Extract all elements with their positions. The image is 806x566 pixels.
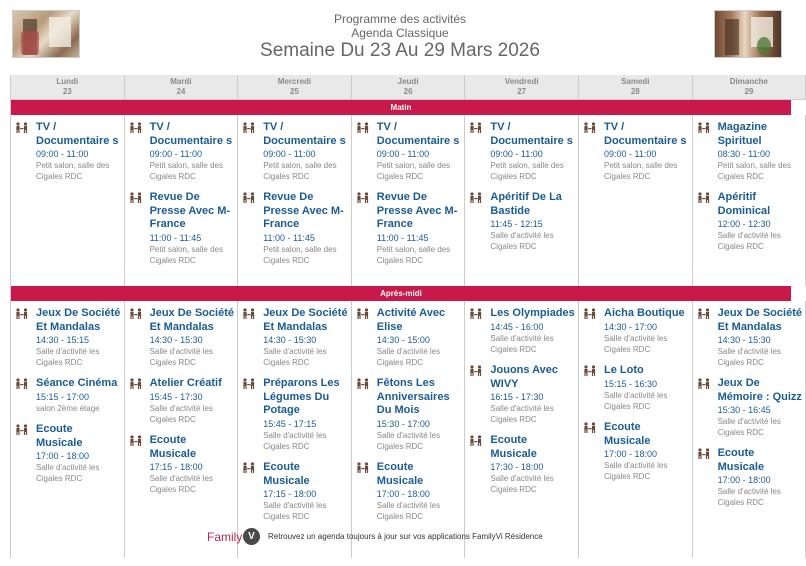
activity-item[interactable] xyxy=(356,191,462,266)
activity-name[interactable]: Magazine Spirituel xyxy=(717,121,768,147)
activity-location: Salle d'activité les Cigales RDC xyxy=(149,403,213,424)
morning-column-mercredi xyxy=(238,115,352,286)
footer-text: Retrouvez un agenda toujours à jour sur vos applications FamilyVi Résidence xyxy=(268,532,543,541)
activity-item[interactable] xyxy=(356,377,462,452)
activity-time: 15:30 - 17:00 xyxy=(376,418,430,429)
activity-item[interactable] xyxy=(129,434,235,495)
activity-time: 09:00 - 11:00 xyxy=(263,149,316,159)
activity-location: Salle d'activité les Cigales RDC xyxy=(149,347,213,367)
band-afternoon: Après-midi xyxy=(11,286,791,301)
afternoon-column-vendredi xyxy=(465,301,579,558)
activity-pictogram-icon xyxy=(129,378,143,390)
activity-time: 09:00 - 11:00 xyxy=(149,149,202,159)
activity-location: Petit salon, salle des Cigales RDC xyxy=(263,161,337,181)
activity-time: 15:45 - 17:15 xyxy=(263,418,317,429)
activity-location: Salle d'activité les Cigales RDC xyxy=(36,463,100,483)
activity-item[interactable] xyxy=(15,377,121,414)
day-number: 27 xyxy=(517,87,527,96)
activity-location: Petit salon, salle des Cigales RDC xyxy=(149,161,223,181)
activity-item[interactable] xyxy=(242,121,348,182)
activity-item[interactable] xyxy=(129,377,235,425)
activity-location: Petit salon, salle des Cigales RDC xyxy=(376,244,451,265)
day-number: 26 xyxy=(403,87,413,96)
activity-name[interactable]: Jeux De Société Et Mandalas xyxy=(149,307,234,333)
activity-location: Salle d'activité les Cigales RDC xyxy=(376,347,441,367)
activity-item[interactable] xyxy=(469,434,575,495)
activity-location: Salle d'activité les Cigales RDC xyxy=(490,404,554,424)
activity-pictogram-icon xyxy=(583,308,597,320)
activity-time: 09:00 - 11:00 xyxy=(36,149,89,159)
activity-item[interactable] xyxy=(697,307,803,368)
day-header-vendredi xyxy=(465,75,579,100)
day-name: Mercredi xyxy=(277,77,312,86)
day-number: 28 xyxy=(630,87,640,96)
activity-item[interactable] xyxy=(469,307,575,355)
activity-time: 14:30 - 15:30 xyxy=(263,335,317,345)
activity-time: 17:00 - 18:00 xyxy=(36,451,90,461)
activity-name[interactable]: Les Olympiades xyxy=(490,307,575,319)
day-name: Lundi xyxy=(56,77,79,86)
activity-name[interactable]: Ecoute Musicale xyxy=(490,434,537,460)
activity-time: 16:15 - 17:30 xyxy=(490,392,544,402)
activity-location: salon 2ème étage xyxy=(36,403,100,413)
activity-location: Salle d'activité les Cigales RDC xyxy=(717,231,781,251)
afternoon-column-mercredi xyxy=(238,301,352,558)
page-footer xyxy=(0,528,800,548)
activity-name[interactable]: Fêtons Les Anniversaires Du Mois xyxy=(376,377,450,416)
band-morning: Matin xyxy=(11,100,791,115)
day-header-jeudi xyxy=(352,75,466,100)
activity-location: Petit salon, salle des Cigales RDC xyxy=(604,161,678,181)
activity-item[interactable] xyxy=(15,423,121,484)
activity-pictogram-icon xyxy=(242,192,256,204)
activity-pictogram-icon xyxy=(242,462,256,474)
activity-name[interactable]: Séance Cinéma xyxy=(36,377,118,389)
activity-name[interactable]: TV / Documentaire s xyxy=(604,121,687,147)
familyvi-logo-badge: V xyxy=(243,528,260,545)
activity-name[interactable]: Jeux De Société Et Mandalas xyxy=(36,307,121,333)
activity-name[interactable]: Ecoute Musicale xyxy=(604,421,651,447)
activity-name[interactable]: Jeux De Mémoire : Quizz xyxy=(717,377,802,403)
activity-item[interactable] xyxy=(129,191,235,266)
activity-item[interactable] xyxy=(697,121,803,182)
activity-time: 15:45 - 17:30 xyxy=(149,391,203,402)
activity-name[interactable]: Jouons Avec WIVY xyxy=(490,364,559,390)
activity-location: Salle d'activité les Cigales RDC xyxy=(604,461,668,481)
activity-time: 11:00 - 11:45 xyxy=(149,232,202,243)
activity-pictogram-icon xyxy=(697,122,711,134)
activity-time: 17:00 - 18:00 xyxy=(604,449,658,459)
activity-name[interactable]: Ecoute Musicale xyxy=(263,461,310,487)
activity-pictogram-icon xyxy=(242,122,256,134)
day-name: Vendredi xyxy=(504,77,539,86)
activity-time: 17:15 - 18:00 xyxy=(149,462,203,472)
activity-location: Salle d'activité les Cigales RDC xyxy=(604,333,668,354)
activity-time: 15:30 - 16:45 xyxy=(717,405,771,415)
activity-item[interactable] xyxy=(469,191,575,252)
activity-pictogram-icon xyxy=(469,308,483,320)
activity-name[interactable]: Apéritif Dominical xyxy=(717,191,771,217)
activity-pictogram-icon xyxy=(469,365,483,377)
activity-pictogram-icon xyxy=(129,192,143,204)
activity-pictogram-icon xyxy=(15,122,29,134)
activity-item[interactable] xyxy=(15,121,121,182)
activity-pictogram-icon xyxy=(129,435,143,447)
day-header-dimanche xyxy=(693,75,806,100)
day-name: Jeudi xyxy=(397,77,419,86)
activity-item[interactable] xyxy=(469,364,575,425)
activity-location: Salle d'activité les Cigales RDC xyxy=(263,501,327,521)
activity-pictogram-icon xyxy=(15,378,29,390)
activity-pictogram-icon xyxy=(356,192,370,204)
activity-location: Salle d'activité les Cigales RDC xyxy=(376,430,441,451)
activity-time: 17:30 - 18:00 xyxy=(490,462,544,472)
activity-time: 08:30 - 11:00 xyxy=(717,149,770,159)
activity-time: 17:00 - 18:00 xyxy=(717,475,771,485)
activity-item[interactable] xyxy=(356,307,462,368)
activity-time: 14:30 - 17:00 xyxy=(604,321,658,332)
activity-item[interactable] xyxy=(242,307,348,368)
afternoon-column-lundi xyxy=(11,301,125,558)
activity-name[interactable]: Ecoute Musicale xyxy=(149,434,197,460)
activity-item[interactable] xyxy=(583,121,689,182)
activity-location: Salle d'activité les Cigales RDC xyxy=(717,487,781,507)
activity-item[interactable] xyxy=(242,377,348,452)
activity-pictogram-icon xyxy=(242,308,256,320)
activity-time: 15:15 - 16:30 xyxy=(604,378,658,389)
activity-pictogram-icon xyxy=(697,308,711,320)
activity-time: 14:30 - 15:00 xyxy=(376,335,430,345)
activity-location: Salle d'activité les Cigales RDC xyxy=(263,347,327,367)
activity-pictogram-icon xyxy=(583,122,597,134)
activity-name[interactable]: Jeux De Société Et Mandalas xyxy=(717,307,802,333)
activity-time: 09:00 - 11:00 xyxy=(376,149,430,159)
activity-pictogram-icon xyxy=(356,308,370,320)
activity-location: Salle d'activité les Cigales RDC xyxy=(717,347,781,367)
activity-location: Salle d'activité les Cigales RDC xyxy=(149,474,213,494)
activity-time: 11:45 - 12:15 xyxy=(490,219,543,229)
week-title: Semaine Du 23 Au 29 Mars 2026 xyxy=(260,40,540,61)
activity-location: Salle d'activité les Cigales RDC xyxy=(263,430,327,451)
morning-column-samedi xyxy=(579,115,693,286)
morning-column-jeudi xyxy=(352,115,466,286)
afternoon-column-dimanche xyxy=(693,301,806,558)
activity-location: Salle d'activité les Cigales RDC xyxy=(717,417,781,437)
activity-location: Salle d'activité les Cigales RDC xyxy=(490,474,554,494)
morning-column-vendredi xyxy=(465,115,579,286)
activity-name[interactable]: Revue De Presse Avec M-France xyxy=(263,191,344,230)
day-header-samedi xyxy=(579,75,693,100)
activity-name[interactable]: TV / Documentaire s xyxy=(36,121,119,147)
day-name: Samedi xyxy=(621,77,650,86)
activity-item[interactable] xyxy=(469,121,575,182)
activity-item[interactable] xyxy=(356,461,462,522)
activity-pictogram-icon xyxy=(697,378,711,390)
activity-item[interactable] xyxy=(697,191,803,252)
activity-name[interactable]: Aicha Boutique xyxy=(604,307,685,319)
activity-location: Salle d'activité les Cigales RDC xyxy=(376,501,441,521)
activity-item[interactable] xyxy=(242,191,348,266)
activity-name[interactable]: Apéritif De La Bastide xyxy=(490,191,562,217)
activity-item[interactable] xyxy=(583,421,689,482)
activity-pictogram-icon xyxy=(356,378,370,390)
activity-item[interactable] xyxy=(697,447,803,508)
activity-location: Salle d'activité les Cigales RDC xyxy=(36,347,100,367)
activity-name[interactable]: Ecoute Musicale xyxy=(717,447,765,473)
activity-name[interactable]: TV / Documentaire s xyxy=(263,121,346,147)
activity-name[interactable]: Ecoute Musicale xyxy=(36,423,83,449)
activity-time: 12:00 - 12:30 xyxy=(717,219,771,229)
activity-time: 14:30 - 15:30 xyxy=(717,335,771,345)
activity-item[interactable] xyxy=(356,121,462,182)
activity-item[interactable] xyxy=(15,307,121,368)
activity-item[interactable] xyxy=(583,307,689,355)
day-number: 25 xyxy=(290,87,299,96)
activity-pictogram-icon xyxy=(242,378,256,390)
activity-time: 17:00 - 18:00 xyxy=(376,489,430,499)
activity-pictogram-icon xyxy=(697,448,711,460)
activity-time: 11:00 - 11:45 xyxy=(376,232,429,243)
activity-name[interactable]: Préparons Les Légumes Du Potage xyxy=(263,377,340,416)
activity-location: Salle d'activité les Cigales RDC xyxy=(604,390,668,411)
activity-time: 11:00 - 11:45 xyxy=(263,232,315,243)
activity-location: Petit salon, salle des Cigales RDC xyxy=(376,161,451,181)
activity-name[interactable]: Activité Avec Elise xyxy=(376,307,446,333)
activity-location: Salle d'activité les Cigales RDC xyxy=(490,231,554,251)
day-number: 23 xyxy=(62,87,72,96)
day-header-mercredi xyxy=(238,75,352,100)
afternoon-column-jeudi xyxy=(352,301,466,558)
activity-item[interactable] xyxy=(242,461,348,522)
activity-location: Petit salon, salle des Cigales RDC xyxy=(149,244,223,265)
activity-location: Petit salon, salle des Cigales RDC xyxy=(36,161,110,181)
activity-pictogram-icon xyxy=(356,462,370,474)
day-number: 29 xyxy=(744,87,754,96)
activity-pictogram-icon xyxy=(583,422,597,434)
day-number: 24 xyxy=(176,87,186,96)
activity-name[interactable]: TV / Documentaire s xyxy=(149,121,233,147)
day-header-lundi xyxy=(11,75,125,100)
activity-pictogram-icon xyxy=(469,192,483,204)
weekly-agenda-grid xyxy=(10,75,802,558)
morning-column-mardi xyxy=(125,115,239,286)
activity-name[interactable]: Revue De Presse Avec M-France xyxy=(149,191,231,230)
day-name: Dimanche xyxy=(729,77,768,86)
activity-name[interactable]: TV / Documentaire s xyxy=(376,121,460,147)
activity-location: Petit salon, salle des Cigales RDC xyxy=(717,161,791,181)
activity-pictogram-icon xyxy=(583,365,597,377)
activity-item[interactable] xyxy=(129,121,235,182)
activity-time: 09:00 - 11:00 xyxy=(604,149,657,159)
afternoon-column-mardi xyxy=(125,301,239,558)
activity-time: 17:15 - 18:00 xyxy=(263,489,317,499)
activity-item[interactable] xyxy=(583,364,689,412)
activity-location: Petit salon, salle des Cigales RDC xyxy=(263,244,337,265)
activity-location: Petit salon, salle des Cigales RDC xyxy=(490,161,564,181)
residence-photo-right xyxy=(714,10,782,58)
activity-name[interactable]: Atelier Créatif xyxy=(149,377,222,389)
activity-time: 14:30 - 15:15 xyxy=(36,335,90,345)
familyvi-logo: Family xyxy=(207,530,243,544)
page-header xyxy=(0,0,800,72)
activity-pictogram-icon xyxy=(15,308,29,320)
activity-time: 14:30 - 15:30 xyxy=(149,335,203,345)
activity-name[interactable]: Revue De Presse Avec M-France xyxy=(376,191,458,230)
activity-name[interactable]: Le Loto xyxy=(604,364,644,376)
activity-name[interactable]: TV / Documentaire s xyxy=(490,121,573,147)
activity-item[interactable] xyxy=(697,377,803,438)
program-title: Programme des activités xyxy=(333,12,467,26)
activity-time: 09:00 - 11:00 xyxy=(490,149,543,159)
activity-item[interactable] xyxy=(129,307,235,368)
activity-time: 15:15 - 17:00 xyxy=(36,391,90,402)
activity-name[interactable]: Ecoute Musicale xyxy=(376,461,424,487)
activity-pictogram-icon xyxy=(697,192,711,204)
activity-name[interactable]: Jeux De Société Et Mandalas xyxy=(263,307,348,333)
morning-column-lundi xyxy=(11,115,125,286)
activity-pictogram-icon xyxy=(129,122,143,134)
activity-pictogram-icon xyxy=(356,122,370,134)
day-name: Mardi xyxy=(170,77,192,86)
day-header-mardi xyxy=(125,75,239,100)
agenda-type: Agenda Classique xyxy=(351,26,449,40)
activity-pictogram-icon xyxy=(469,435,483,447)
activity-pictogram-icon xyxy=(129,308,143,320)
activity-location: Salle d'activité les Cigales RDC xyxy=(490,333,554,354)
morning-column-dimanche xyxy=(693,115,806,286)
activity-time: 14:45 - 16:00 xyxy=(490,321,544,332)
activity-pictogram-icon xyxy=(469,122,483,134)
activity-pictogram-icon xyxy=(15,424,29,436)
afternoon-column-samedi xyxy=(579,301,693,558)
